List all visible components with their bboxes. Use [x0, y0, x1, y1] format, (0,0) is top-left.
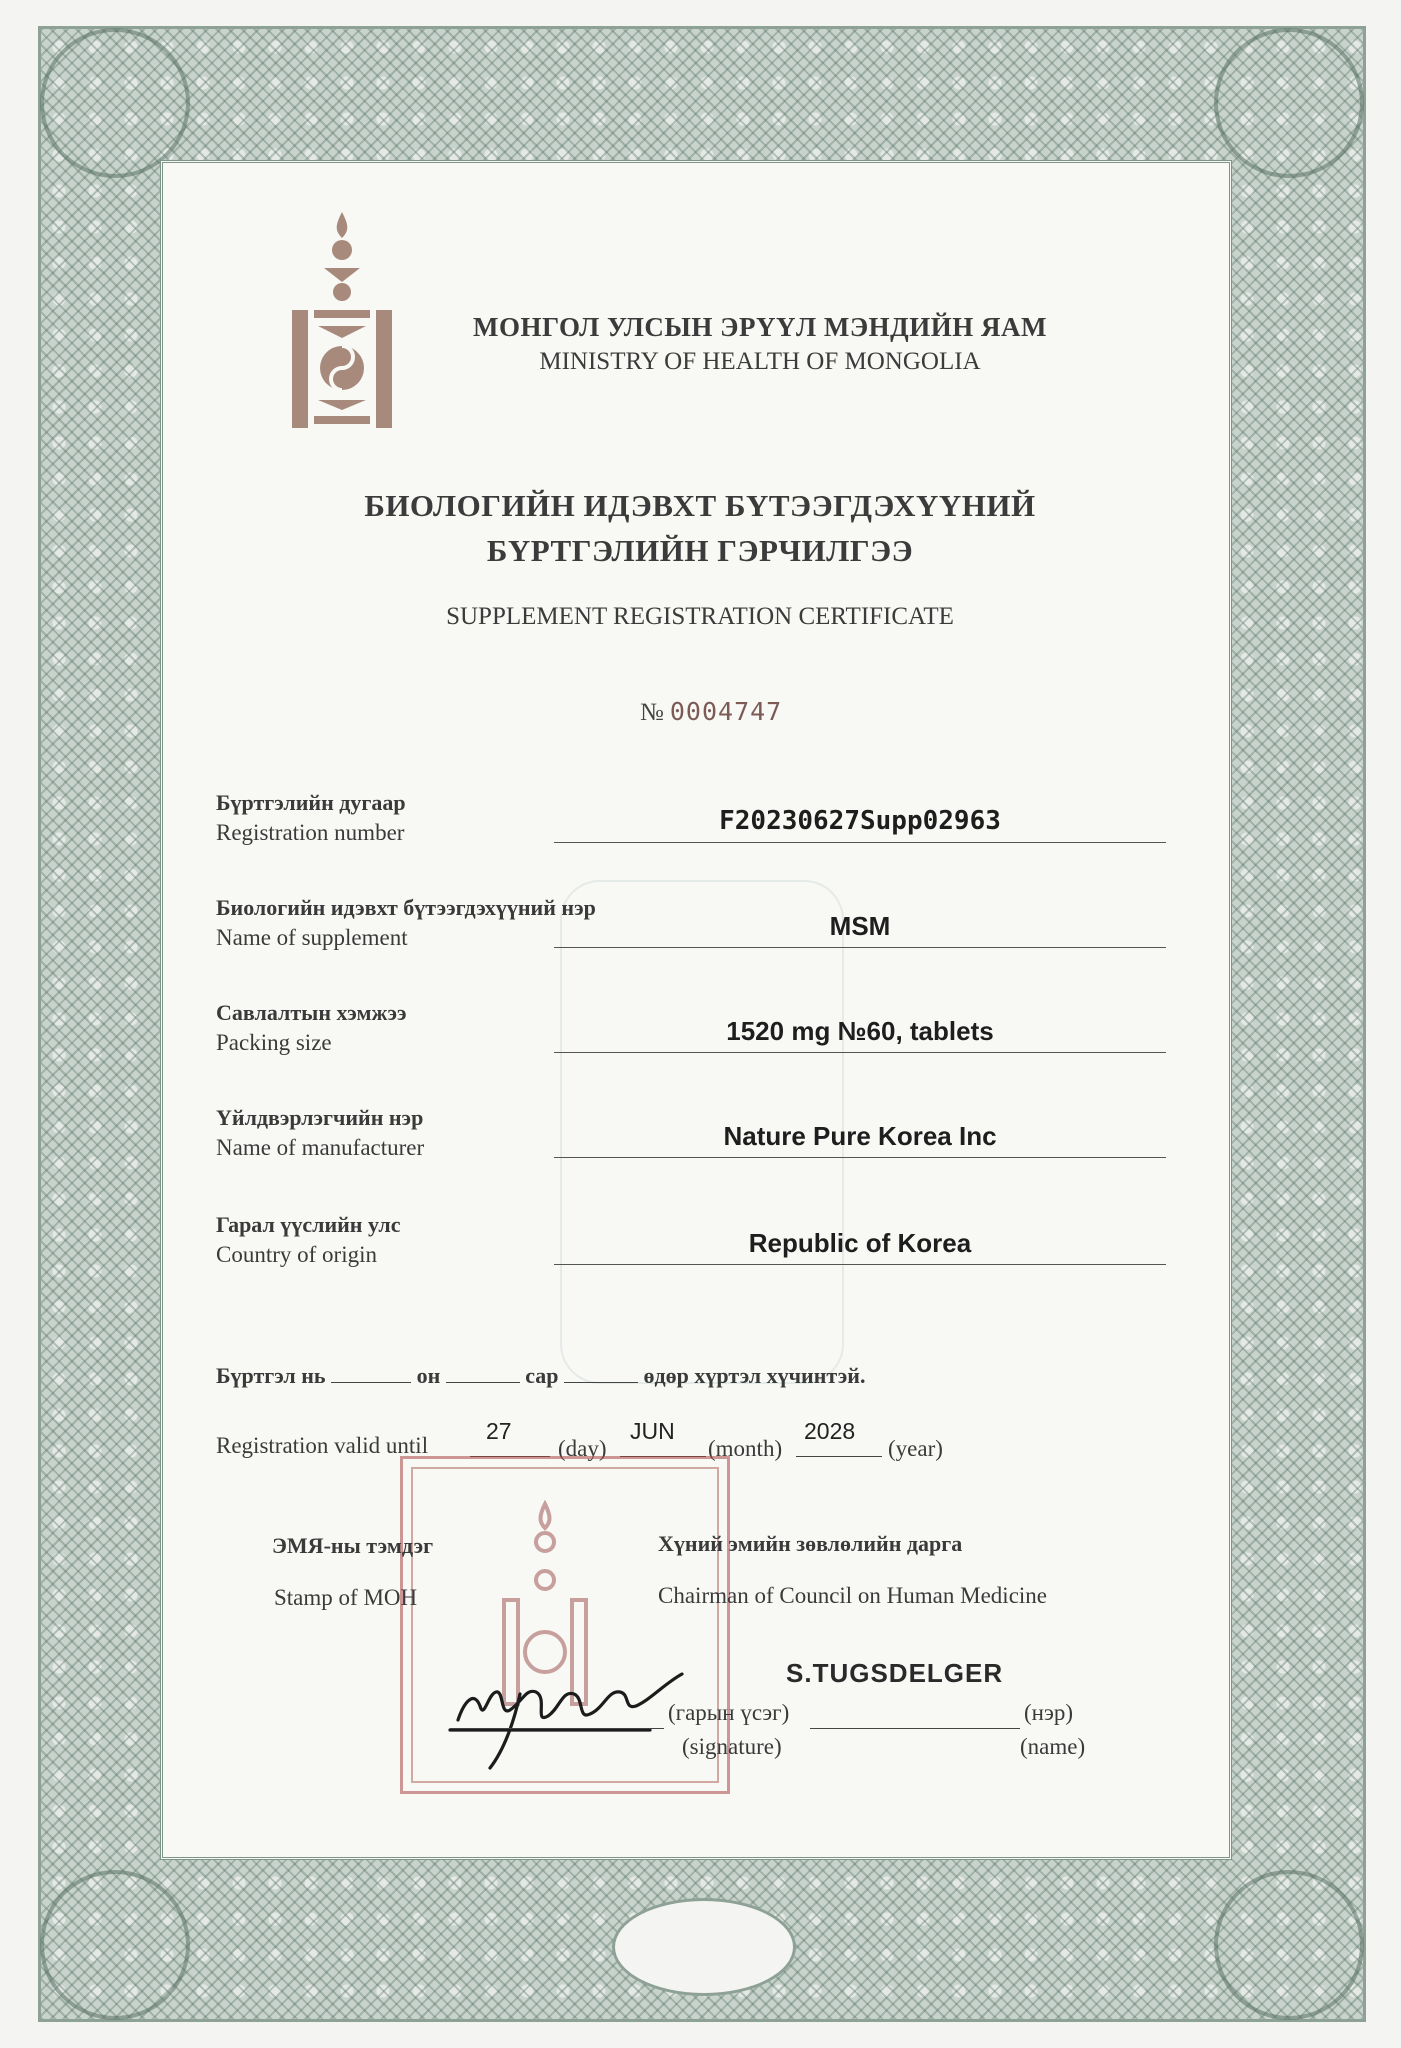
blank-line: [331, 1382, 411, 1383]
field-supplement-name: [216, 895, 1176, 995]
chairman-label-en: Chairman of Council on Human Medicine: [658, 1583, 1048, 1608]
validity-day: 27: [486, 1418, 512, 1444]
corner-ornament-top-left: [40, 28, 190, 178]
field-value: Republic of Korea: [748, 1228, 972, 1258]
validity-line-mn: [216, 1363, 865, 1389]
field-underline: [554, 1264, 1166, 1265]
field-label-mn: Гарал үүслийн улс: [216, 1212, 401, 1237]
signature-label-mn: (гарын үсэг): [668, 1700, 790, 1725]
certificate-title-en: SUPPLEMENT REGISTRATION CERTIFICATE: [446, 603, 954, 630]
field-value: Nature Pure Korea Inc: [723, 1121, 997, 1151]
validity-year-mn: он: [416, 1363, 441, 1388]
field-label-mn: Бүртгэлийн дугаар: [216, 790, 406, 815]
soyombo-emblem-icon: [292, 210, 392, 430]
field-label-mn: Үйлдвэрлэгчийн нэр: [216, 1105, 424, 1130]
blank-line: [564, 1382, 638, 1383]
field-underline: [554, 947, 1166, 948]
field-label-mn: Биологийн идэвхт бүтээгдэхүүний нэр: [216, 895, 596, 920]
field-underline: [554, 1157, 1166, 1158]
field-label-en: Registration number: [216, 820, 405, 845]
bottom-cartouche: [612, 1898, 796, 1996]
field-manufacturer: [216, 1105, 1176, 1205]
handwritten-signature: [430, 1650, 690, 1780]
number-symbol: №: [640, 699, 664, 726]
certificate-number: [640, 697, 782, 727]
field-value: F20230627Supp02963: [719, 806, 1001, 836]
field-label-en: Name of manufacturer: [216, 1135, 425, 1160]
name-line: [810, 1728, 1020, 1729]
corner-ornament-bottom-left: [40, 1870, 190, 2020]
chairman-label-mn: Хүний эмийн зөвлөлийн дарга: [658, 1531, 963, 1556]
blank-line: [446, 1382, 520, 1383]
certificate-number-value: 0004747: [669, 697, 783, 726]
signer-name: S.TUGSDELGER: [786, 1658, 1004, 1688]
validity-label-en: Registration valid until: [216, 1433, 429, 1458]
field-value: MSM: [829, 911, 891, 941]
year-label: (year): [888, 1436, 943, 1461]
stamp-label-en: Stamp of MOH: [274, 1585, 418, 1610]
signature-label-en: (signature): [682, 1734, 782, 1759]
validity-prefix-mn: Бүртгэл нь: [216, 1363, 326, 1388]
field-value: 1520 mg №60, tablets: [726, 1016, 994, 1046]
field-label-en: Packing size: [216, 1030, 332, 1055]
field-registration-number: [216, 790, 1176, 890]
field-packing-size: [216, 1000, 1176, 1100]
field-label-mn: Савлалтын хэмжээ: [216, 1000, 407, 1025]
blank-line: [796, 1456, 882, 1457]
field-underline: [554, 842, 1166, 843]
month-label: (month): [708, 1436, 783, 1461]
field-label-en: Country of origin: [216, 1242, 377, 1267]
validity-suffix-mn: өдөр хүртэл хүчинтэй.: [643, 1363, 866, 1388]
validity-month-mn: сар: [525, 1363, 559, 1388]
certificate-title-mn-line1: БИОЛОГИЙН ИДЭВХТ БҮТЭЭГДЭХҮҮНИЙ: [364, 488, 1036, 523]
field-underline: [554, 1052, 1166, 1053]
corner-ornament-top-right: [1214, 28, 1364, 178]
field-country-of-origin: [216, 1212, 1176, 1312]
ministry-title-mn: МОНГОЛ УЛСЫН ЭРҮҮЛ МЭНДИЙН ЯАМ: [473, 312, 1047, 342]
ministry-title-en: MINISTRY OF HEALTH OF MONGOLIA: [539, 348, 981, 375]
corner-ornament-bottom-right: [1214, 1870, 1364, 2020]
certificate-title-mn-line2: БҮРТГЭЛИЙН ГЭРЧИЛГЭЭ: [486, 533, 914, 568]
validity-month: JUN: [630, 1418, 675, 1444]
field-label-en: Name of supplement: [216, 925, 408, 950]
signature-line: [450, 1728, 664, 1729]
name-label-en: (name): [1020, 1734, 1086, 1759]
name-label-mn: (нэр): [1024, 1700, 1073, 1725]
day-label: (day): [558, 1436, 607, 1461]
stamp-label-mn: ЭМЯ-ны тэмдэг: [272, 1533, 434, 1558]
validity-year: 2028: [804, 1418, 856, 1444]
